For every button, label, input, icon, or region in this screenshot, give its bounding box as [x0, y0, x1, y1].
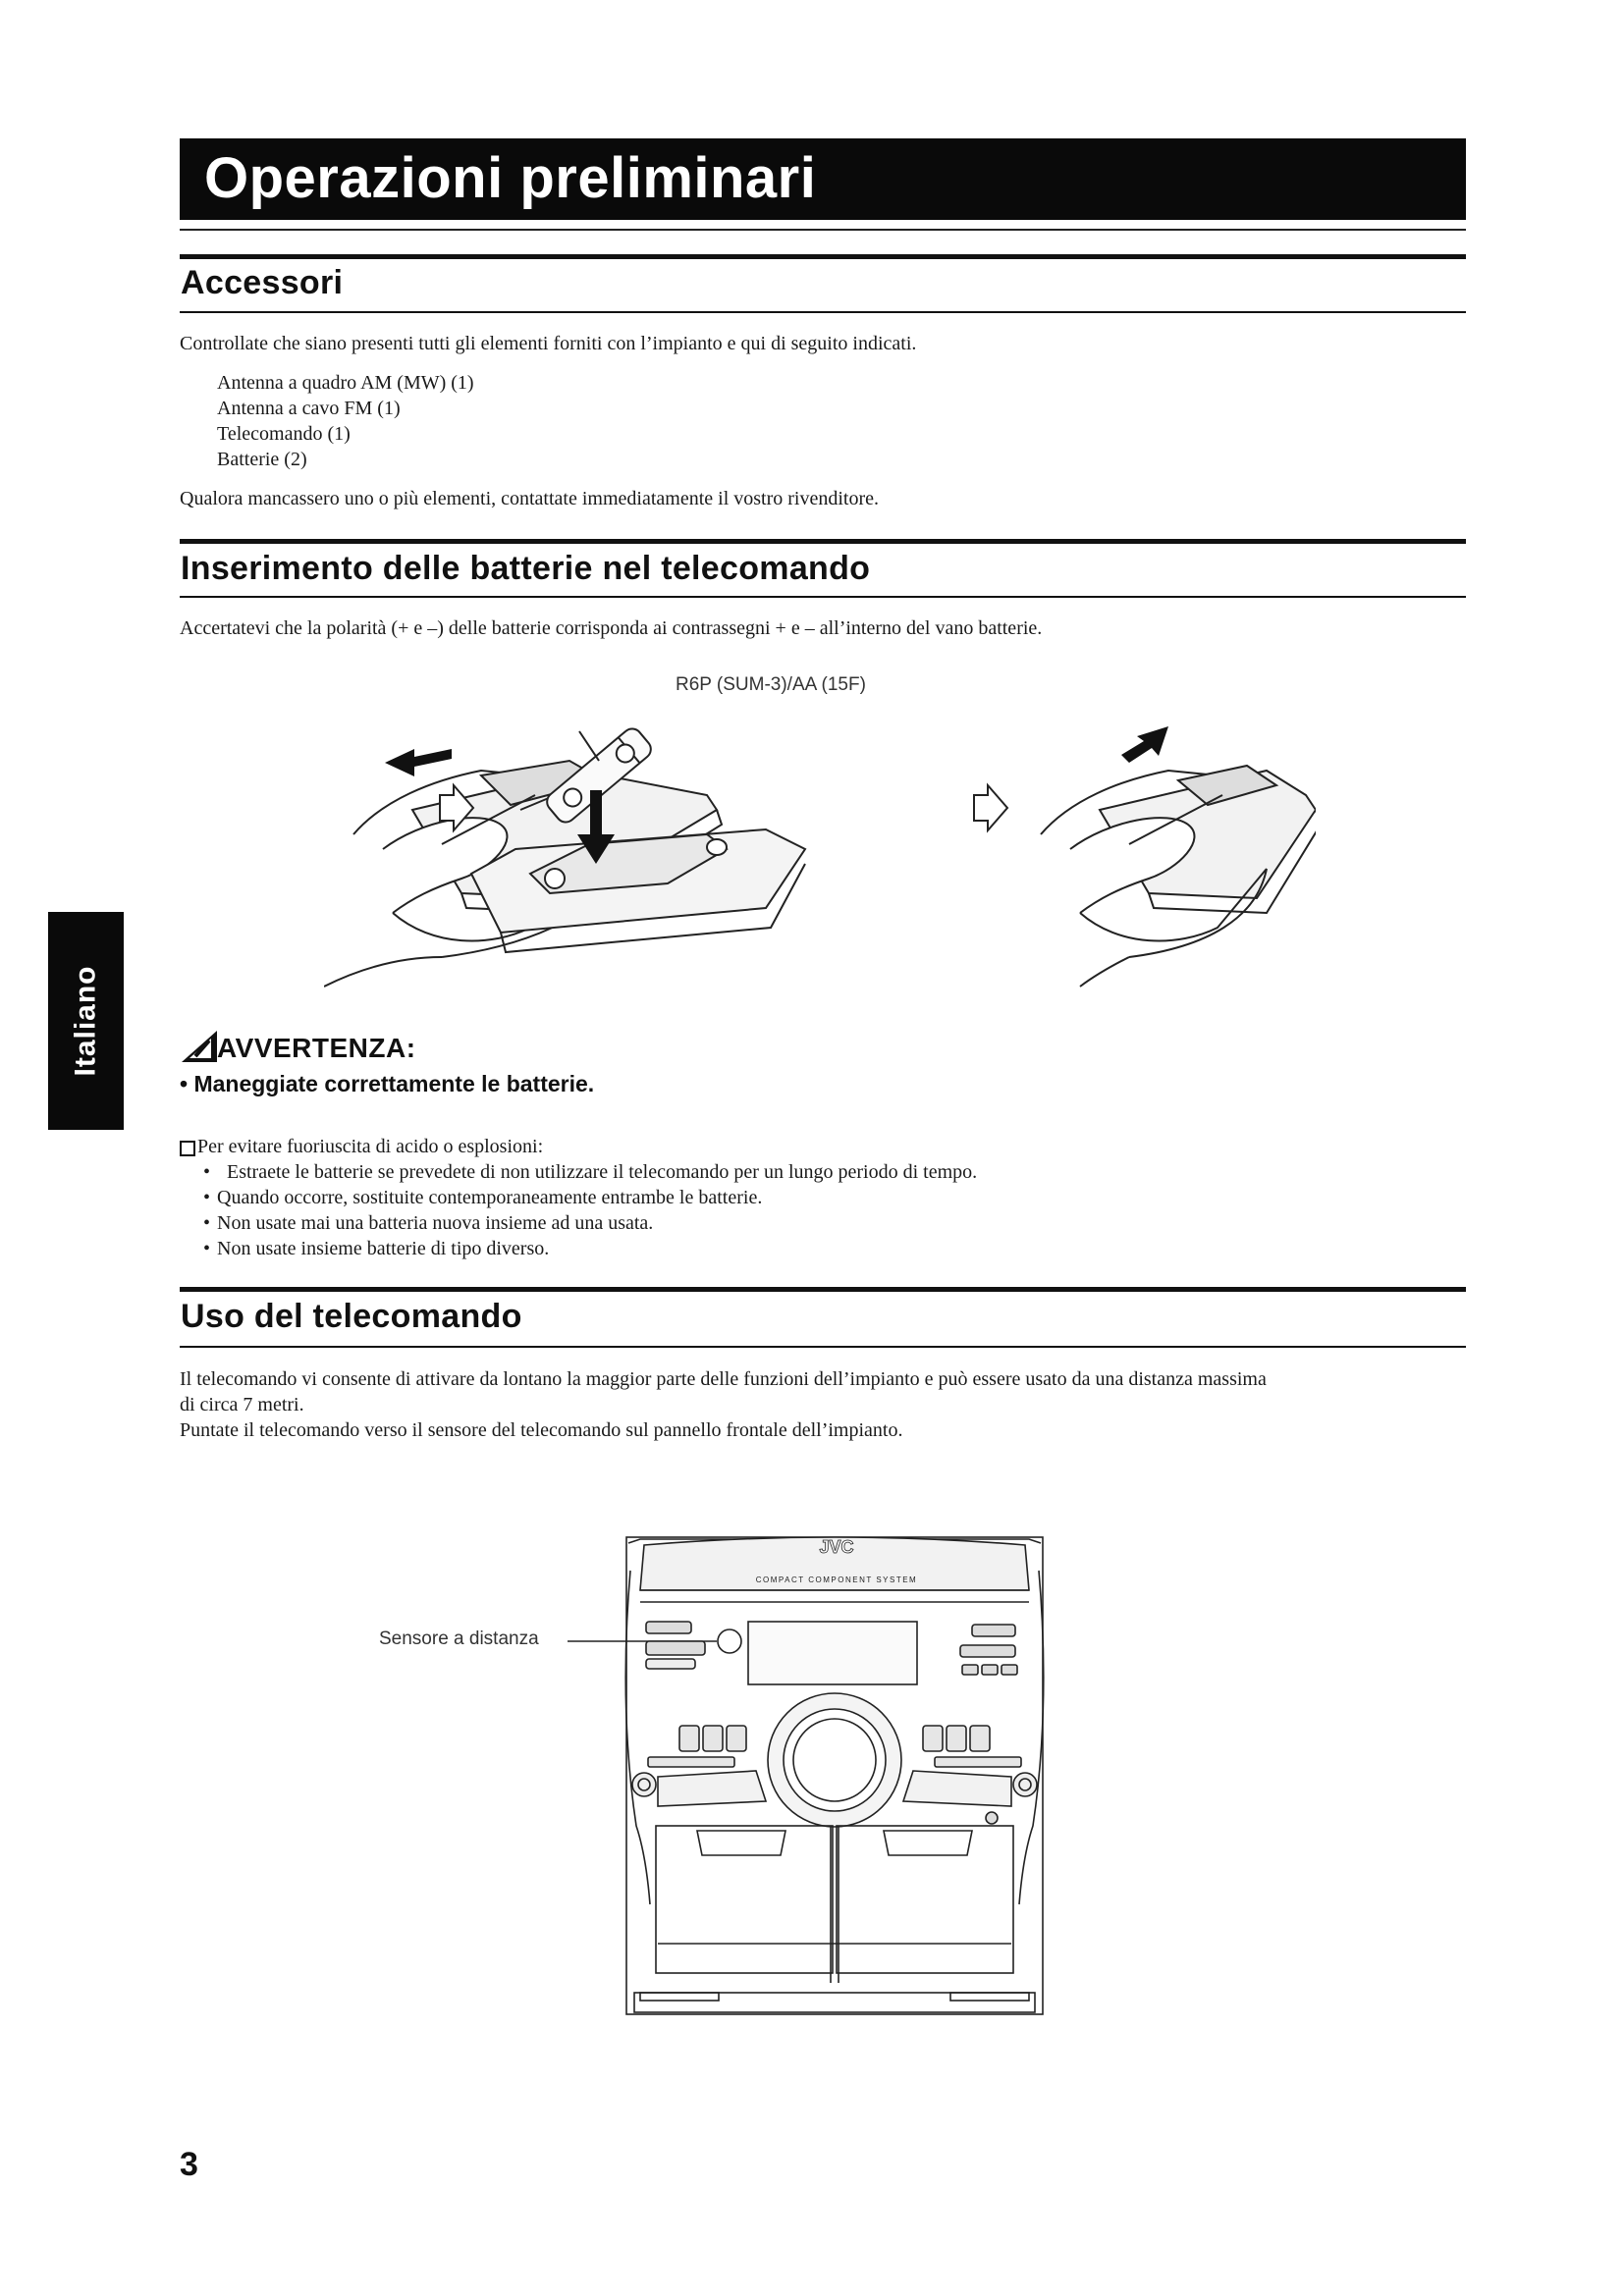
title-rule	[180, 229, 1466, 231]
accessori-outro: Qualora mancassero uno o più elementi, contattate immediatamente il vostro rivenditore.	[180, 488, 879, 509]
slide-arrow-icon	[385, 749, 452, 776]
warning-bullet-dot: •	[203, 1161, 211, 1183]
warning-lead: Per evitare fuoriuscita di acido o esplosioni:	[197, 1136, 544, 1157]
warning-bullet-dot: •	[203, 1238, 211, 1259]
list-item: Antenna a cavo FM (1)	[217, 398, 401, 419]
list-item: Non usate mai una batteria nuova insieme ad una usata.	[217, 1212, 654, 1234]
section-rule-bottom	[180, 1346, 1466, 1348]
next-step-arrow-icon	[974, 785, 1007, 830]
list-item: Antenna a quadro AM (MW) (1)	[217, 372, 474, 394]
batterie-intro: Accertatevi che la polarità (+ e –) delle batterie corrisponda ai contrassegni + e – all’interno del vano batterie.	[180, 617, 1043, 639]
remote-close-step	[1041, 766, 1316, 987]
list-item: Quando occorre, sostituite contemporaneamente entrambe le batterie.	[217, 1187, 763, 1208]
page-number: 3	[180, 2146, 198, 2183]
uso-paragraph-line: Il telecomando vi consente di attivare da lontano la maggior parte delle funzioni dell’impianto e può essere usato da una distanza massima	[180, 1368, 1267, 1390]
page-title: Operazioni preliminari	[204, 146, 817, 210]
battery-type-label: R6P (SUM-3)/AA (15F)	[676, 674, 866, 695]
sensor-label: Sensore a distanza	[379, 1629, 539, 1649]
stereo-system-illustration	[560, 1531, 1051, 2017]
accessori-intro: Controllate che siano presenti tutti gli elementi forniti con l’impianto e qui di seguito indicati.	[180, 333, 917, 354]
battery-insertion-illustration	[324, 702, 1316, 996]
section-rule-top	[180, 254, 1466, 259]
section-rule-bottom	[180, 596, 1466, 598]
device-brand-logo: JVC	[819, 1537, 854, 1557]
slide-arrow-icon	[1121, 726, 1168, 763]
warning-bullet-dot: •	[203, 1212, 211, 1234]
section-heading-uso: Uso del telecomando	[181, 1298, 522, 1335]
checkbox-bullet-icon	[180, 1139, 195, 1154]
language-tab-label: Italiano	[69, 965, 102, 1077]
list-item: Non usate insieme batterie di tipo diverso.	[217, 1238, 550, 1259]
list-item: Estraete le batterie se prevedete di non utilizzare il telecomando per un lungo periodo di tempo.	[227, 1161, 978, 1183]
section-heading-batterie: Inserimento delle batterie nel telecomando	[181, 550, 871, 587]
section-rule-bottom	[180, 311, 1466, 313]
uso-paragraph-line: di circa 7 metri.	[180, 1394, 304, 1415]
device-subtitle: COMPACT COMPONENT SYSTEM	[755, 1575, 918, 1584]
list-item: Telecomando (1)	[217, 423, 351, 445]
warning-icon	[180, 1029, 219, 1064]
section-rule-top	[180, 1287, 1466, 1292]
warning-subheading: • Maneggiate correttamente le batterie.	[180, 1071, 595, 1096]
remote-sensor-icon	[718, 1629, 741, 1653]
warning-bullet-dot: •	[203, 1187, 211, 1208]
section-rule-top	[180, 539, 1466, 544]
section-heading-accessori: Accessori	[181, 264, 344, 301]
uso-paragraph-line: Puntate il telecomando verso il sensore del telecomando sul pannello frontale dell’impianto.	[180, 1419, 903, 1441]
list-item: Batterie (2)	[217, 449, 307, 470]
warning-heading: AVVERTENZA:	[217, 1033, 416, 1063]
